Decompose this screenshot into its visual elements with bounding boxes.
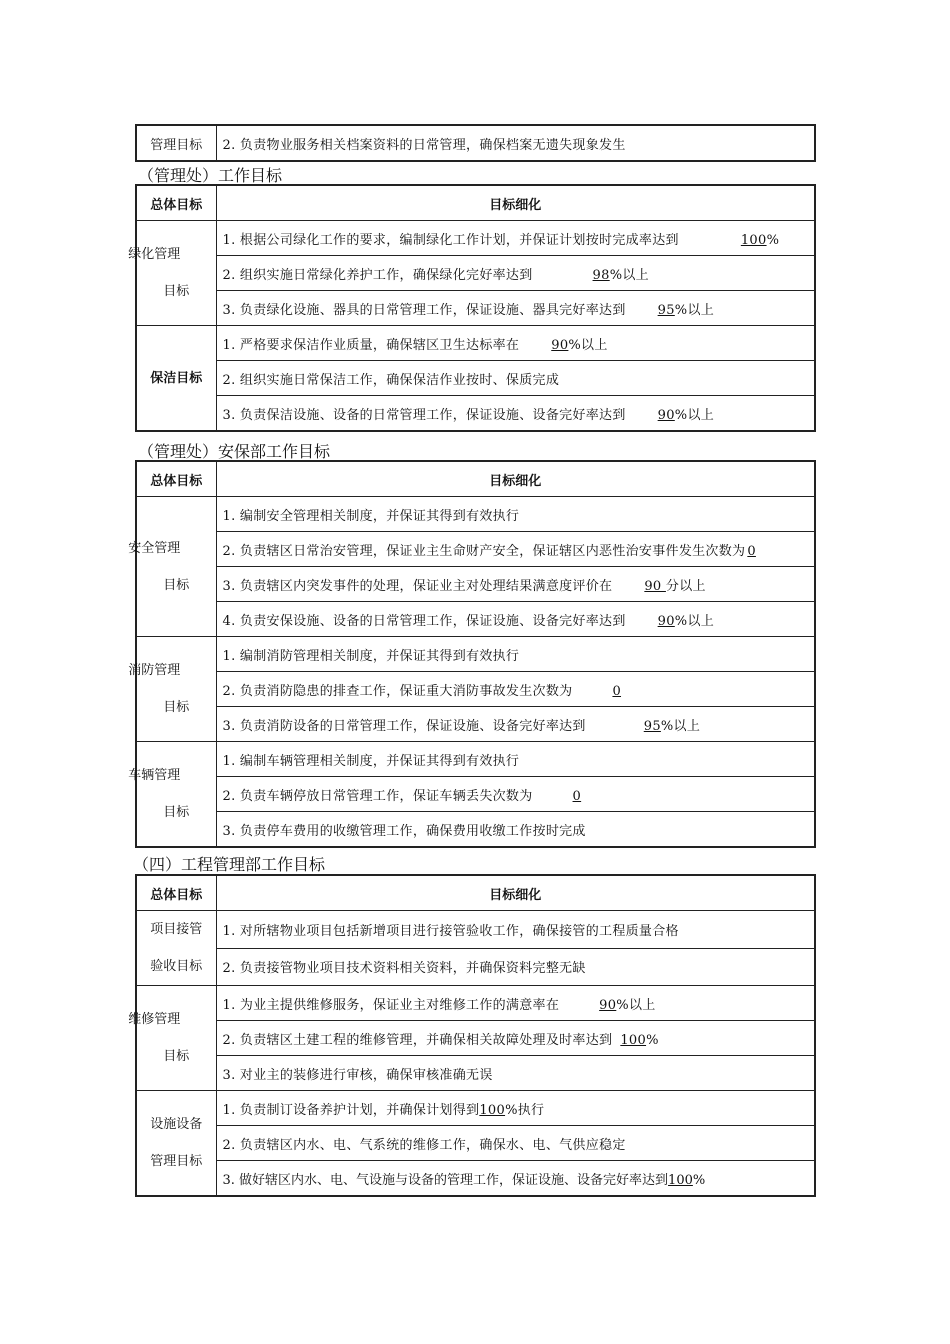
table-row bbox=[136, 1056, 815, 1091]
table-row bbox=[136, 672, 815, 707]
table-row bbox=[136, 602, 815, 637]
table-header-row bbox=[136, 461, 815, 497]
header-goal-detail: 目标细化 bbox=[216, 185, 815, 221]
category-cell: 车辆管理 目标 bbox=[136, 742, 216, 848]
goal-item: 1. 编制安全管理相关制度，并保证其得到有效执行 bbox=[216, 497, 815, 532]
table-row bbox=[136, 777, 815, 812]
table-row bbox=[136, 567, 815, 602]
goal-item: 2. 负责物业服务相关档案资料的日常管理，确保档案无遗失现象发生 bbox=[216, 125, 815, 161]
table-row bbox=[136, 1126, 815, 1161]
goal-item: 3. 负责保洁设施、设备的日常管理工作，保证设施、设备完好率达到 90%以上 bbox=[216, 396, 815, 432]
table-row bbox=[136, 911, 815, 949]
goal-item: 1. 为业主提供维修服务，保证业主对维修工作的满意率在 90%以上 bbox=[216, 986, 815, 1021]
table-row bbox=[136, 125, 815, 161]
goal-item: 2. 负责消防隐患的排查工作，保证重大消防事故发生次数为 0 bbox=[216, 672, 815, 707]
goal-item: 3. 对业主的装修进行审核，确保审核准确无误 bbox=[216, 1056, 815, 1091]
goal-item: 1. 对所辖物业项目包括新增项目进行接管验收工作，确保接管的工程质量合格 bbox=[216, 911, 815, 949]
goal-item: 3. 负责绿化设施、器具的日常管理工作，保证设施、器具完好率达到 95%以上 bbox=[216, 291, 815, 326]
goal-item: 4. 负责安保设施、设备的日常管理工作，保证设施、设备完好率达到 90%以上 bbox=[216, 602, 815, 637]
goal-item: 2. 负责辖区日常治安管理，保证业主生命财产安全，保证辖区内恶性治安事件发生次数为 0 bbox=[216, 532, 815, 567]
goal-item: 2. 负责辖区土建工程的维修管理，并确保相关故障处理及时率达到 100% bbox=[216, 1021, 815, 1056]
goal-item: 1. 编制车辆管理相关制度，并保证其得到有效执行 bbox=[216, 742, 815, 777]
table-row bbox=[136, 812, 815, 848]
goal-item: 2. 组织实施日常绿化养护工作，确保绿化完好率达到 98%以上 bbox=[216, 256, 815, 291]
goal-item: 2. 负责接管物业项目技术资料相关资料，并确保资料完整无缺 bbox=[216, 948, 815, 986]
goal-item: 3. 负责消防设备的日常管理工作，保证设施、设备完好率达到 95%以上 bbox=[216, 707, 815, 742]
goal-item: 1. 编制消防管理相关制度，并保证其得到有效执行 bbox=[216, 637, 815, 672]
table-row bbox=[136, 707, 815, 742]
table-row bbox=[136, 637, 815, 672]
goal-item: 3. 负责停车费用的收缴管理工作，确保费用收缴工作按时完成 bbox=[216, 812, 815, 848]
goal-item: 2. 负责车辆停放日常管理工作，保证车辆丢失次数为 0 bbox=[216, 777, 815, 812]
header-goal-detail: 目标细化 bbox=[216, 461, 815, 497]
section-title-2: （管理处）安保部工作目标 bbox=[138, 442, 331, 461]
table-row bbox=[136, 326, 815, 361]
table-row bbox=[136, 1091, 815, 1126]
goal-item: 3. 负责辖区内突发事件的处理，保证业主对处理结果满意度评价在 90 分以上 bbox=[216, 567, 815, 602]
table-row bbox=[136, 361, 815, 396]
header-overall-goal: 总体目标 bbox=[136, 461, 216, 497]
goal-item: 2. 负责辖区内水、电、气系统的维修工作，确保水、电、气供应稳定 bbox=[216, 1126, 815, 1161]
category-cell: 绿化管理 目标 bbox=[136, 221, 216, 326]
category-cell: 管理目标 bbox=[136, 125, 216, 161]
goal-item: 2. 组织实施日常保洁工作，确保保洁作业按时、保质完成 bbox=[216, 361, 815, 396]
table-row bbox=[136, 291, 815, 326]
table-row bbox=[136, 986, 815, 1021]
table-row bbox=[136, 396, 815, 432]
table-row bbox=[136, 256, 815, 291]
header-overall-goal: 总体目标 bbox=[136, 875, 216, 911]
header-overall-goal: 总体目标 bbox=[136, 185, 216, 221]
category-cell: 项目接管 验收目标 bbox=[136, 911, 216, 986]
section-table-2 bbox=[128, 460, 816, 848]
category-cell: 消防管理 目标 bbox=[136, 637, 216, 742]
table-row bbox=[136, 1161, 815, 1197]
category-cell: 维修管理 目标 bbox=[136, 986, 216, 1091]
table-header-row bbox=[136, 185, 815, 221]
goal-item: 1. 根据公司绿化工作的要求，编制绿化工作计划，并保证计划按时完成率达到 100% bbox=[216, 221, 815, 256]
section-table-1 bbox=[128, 184, 816, 432]
table-header-row bbox=[136, 875, 815, 911]
goal-item: 1. 严格要求保洁作业质量，确保辖区卫生达标率在 90%以上 bbox=[216, 326, 815, 361]
category-cell: 安全管理 目标 bbox=[136, 497, 216, 637]
table-row bbox=[136, 1021, 815, 1056]
table-row bbox=[136, 497, 815, 532]
table-row bbox=[136, 221, 815, 256]
table-row bbox=[136, 948, 815, 986]
table-row bbox=[136, 532, 815, 567]
section-title-3: （四）工程管理部工作目标 bbox=[133, 855, 326, 874]
category-cell: 设施设备 管理目标 bbox=[136, 1091, 216, 1197]
goal-item: 3. 做好辖区内水、电、气设施与设备的管理工作，保证设施、设备完好率达到100% bbox=[216, 1161, 815, 1197]
category-cell: 保洁目标 bbox=[136, 326, 216, 432]
header-goal-detail: 目标细化 bbox=[216, 875, 815, 911]
table-row bbox=[136, 742, 815, 777]
archive-goal-table bbox=[135, 124, 816, 162]
goal-item: 1. 负责制订设备养护计划，并确保计划得到100%执行 bbox=[216, 1091, 815, 1126]
section-table-3 bbox=[128, 874, 816, 1197]
section-title-1: （管理处）工作目标 bbox=[138, 166, 283, 185]
